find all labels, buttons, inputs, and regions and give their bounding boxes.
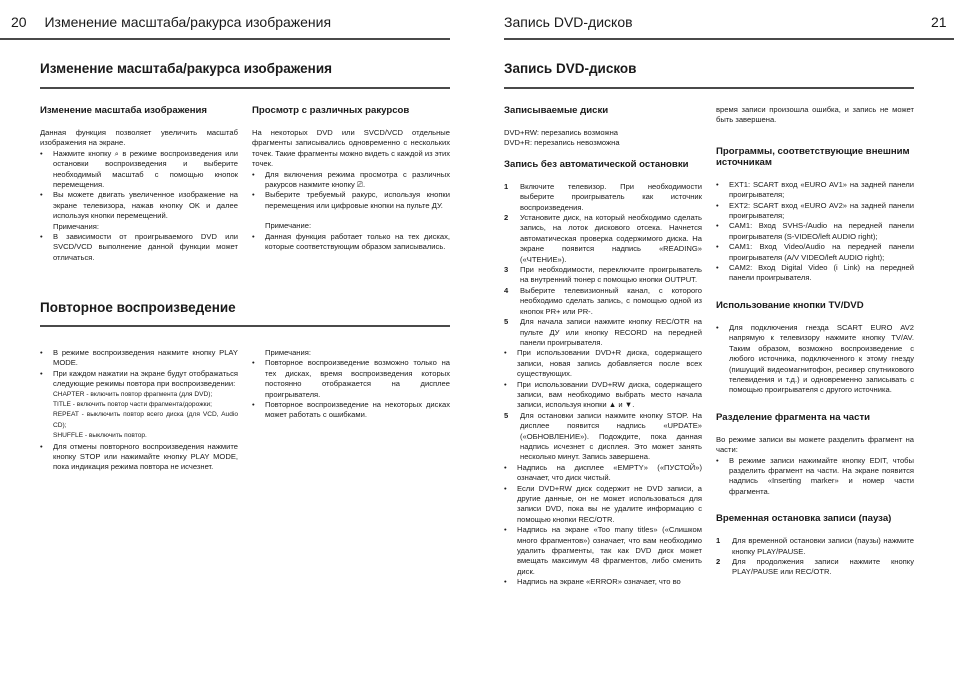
split-heading: Разделение фрагмента на части — [716, 411, 871, 423]
programs-list — [716, 180, 914, 284]
list-item: • Нажмите кнопку ⌕ в режиме воспроизведения или остановки воспроизведения и выберите необходимый масштаб с помощью кнопок перемещения. — [40, 149, 238, 191]
list-item: • Повторное воспроизведение на некоторых дисках может работать с ошибками. — [252, 400, 450, 421]
header-rule — [0, 38, 450, 40]
repeat-mode: TITLE - включить повтор части фрагмента/дорожки; — [53, 401, 213, 409]
pause-steps — [716, 536, 914, 578]
repeat-list — [40, 348, 238, 390]
repeat-mode: REPEAT - выключить повтор всего диска (для VCD, Audio CD); — [53, 411, 238, 429]
zoom-list — [40, 149, 238, 222]
angle-note-list — [252, 232, 450, 253]
page-header — [504, 14, 633, 38]
step-item: 2 Установите диск, на который необходимо сделать запись, на лоток дискового отсека. Начнется автоматическая проверка содержимого диска. На экране появится надпись «READING» («ЧТЕНИЕ»). — [504, 213, 702, 265]
writable-line: DVD+RW: перезапись возможна — [504, 128, 619, 137]
zoom-note-list — [40, 232, 238, 263]
step-item: 1 Для временной остановки записи (паузы) нажмите кнопку PLAY/PAUSE. — [716, 536, 914, 557]
repeat-list-b — [40, 442, 238, 473]
spacer — [716, 284, 914, 300]
list-item: • Надпись на дисплее «EMPTY» («ПУСТОЙ») означает, что диск чистый. — [504, 463, 702, 484]
running-title: Запись DVD-дисков — [504, 14, 633, 30]
list-item: • В режиме воспроизведения нажмите кнопку PLAY MODE. — [40, 348, 238, 369]
list-item: • Выберите требуемый ракурс, используя кнопки перемещения или цифровые кнопки на пульте ДУ. — [252, 190, 450, 211]
zoom-heading: Изменение масштаба изображения — [40, 105, 207, 116]
no-auto-bullets-b — [504, 463, 702, 588]
zoom-column — [40, 105, 238, 263]
no-auto-heading: Запись без автоматической остановки — [504, 158, 689, 170]
list-item: • Вы можете двигать увеличенное изображение на экране телевизора, нажав кнопку OK и далее используя кнопки перемещений. — [40, 190, 238, 221]
list-item: • Надпись на экране «Too many titles» («Слишком много фрагментов») означает, что вам необходимо удалить фрагменты, так как DVD диск может вмещать максимум 48 фрагментов, либо сменить диск. — [504, 525, 702, 577]
list-item: • CAM2: Вход Digital Video (i Link) на передней панели проигрывателя. — [716, 263, 914, 284]
step-item: 5 Для остановки записи нажмите кнопку STOP. На дисплее появится надпись «UPDATE» («ОБНОВЛЕНИЕ»). Подождите, пока данная надпись исчезнет с дисплея. Это может занять несколько минут. Запись завершена. — [504, 411, 702, 463]
repeat-notes-column — [252, 348, 450, 421]
repeat-column — [40, 348, 238, 473]
page-number: 21 — [931, 14, 947, 30]
continued-text: время записи произошла ошибка, и запись не может быть завершена. — [716, 105, 914, 125]
spacer — [716, 497, 914, 513]
page-header — [11, 14, 331, 38]
list-item: • Для включения режима просмотра с различных ракурсов нажмите кнопку ⎚. — [252, 170, 450, 191]
no-auto-steps-b — [504, 411, 702, 463]
list-item: • В режиме записи нажимайте кнопку EDIT, чтобы разделить фрагмент на части. На экране появится надпись «Inserting marker» и номер части фрагмента. — [716, 456, 914, 498]
header-rule — [504, 38, 954, 40]
list-item: • EXT1: SCART вход «EURO AV1» на задней панели проигрывателя; — [716, 180, 914, 201]
repeat-note-list — [252, 358, 450, 420]
recording-column — [504, 105, 702, 588]
step-item: 2 Для продолжения записи нажмите кнопку PLAY/PAUSE или REC/OTR. — [716, 557, 914, 578]
section-rule — [40, 325, 450, 327]
no-auto-steps — [504, 182, 702, 349]
spacer — [504, 149, 702, 159]
angle-list — [252, 170, 450, 212]
list-item: • При использовании DVD+R диска, содержащего записи, новая запись добавляется после всех существующих. — [504, 348, 702, 379]
section-title: Запись DVD-дисков — [504, 61, 637, 76]
step-item: 5 Для начала записи нажмите кнопку REC/OTR на пульте ДУ или кнопку RECORD на передней панели проигрывателя. — [504, 317, 702, 348]
note-label: Примечания: — [53, 221, 99, 231]
list-item: • Если DVD+RW диск содержит не DVD записи, а другие данные, он не может использоваться для записи DVD, пока вы не удалите информацию с помощью кнопки REC/OTR. — [504, 484, 702, 526]
step-item: 3 При необходимости, переключите проигрыватель на внутренний тюнер с помощью кнопки OUTPUT. — [504, 265, 702, 286]
repeat-modes — [40, 390, 238, 442]
list-item: • При использовании DVD+RW диска, содержащего записи, вам необходимо выбрать место начала записи, используя кнопки ▲ и ▼. — [504, 380, 702, 411]
angle-heading: Просмотр с различных ракурсов — [252, 105, 410, 116]
spacer — [716, 396, 914, 412]
note-label: Примечание: — [265, 221, 312, 231]
list-item: • В зависимости от проигрываемого DVD или SVCD/VCD выполнение данной функции может отличаться. — [40, 232, 238, 263]
running-title: Изменение масштаба/ракурса изображения — [44, 14, 332, 30]
step-item: 4 Выберите телевизионный канал, с которого необходимо сделать запись, с помощью одной из кнопок PR+ или PR-. — [504, 286, 702, 317]
split-intro: Во режиме записи вы можете разделить фрагмент на части: — [716, 434, 914, 455]
spacer — [716, 126, 914, 146]
no-auto-bullets — [504, 348, 702, 410]
list-item: • CAM1: Вход Video/Audio на передней панели проигрывателя (A/V VIDEO/left AUDIO right); — [716, 242, 914, 263]
list-item: • EXT2: SCART вход «EURO AV2» на задней панели проигрывателя; — [716, 201, 914, 222]
writable-line: DVD+R: перезапись невозможна — [504, 138, 620, 148]
angle-column — [252, 105, 450, 252]
list-item: • При каждом нажатии на экране будут отображаться следующие режимы повтора при воспроизведении: — [40, 369, 238, 390]
repeat-mode: CHAPTER - включить повтор фрагмента (для DVD); — [53, 390, 213, 398]
section-title-repeat: Повторное воспроизведение — [40, 300, 236, 315]
repeat-mode: SHUFFLE - выключить повтор. — [53, 432, 147, 440]
note-label: Примечания: — [265, 348, 311, 357]
angle-intro: На некоторых DVD или SVCD/VCD отдельные фрагменты записывались одновременно с нескольких точек. Такие фрагменты можно видеть с каждой из этих точек. — [252, 128, 450, 169]
tvdvd-list — [716, 323, 914, 396]
section-title: Изменение масштаба/ракурса изображения — [40, 61, 333, 76]
programs-heading: Программы, соответствующие внешним источникам — [716, 145, 910, 168]
list-item: • Для отмены повторного воспроизведения нажмите кнопку STOP или нажимайте кнопку PLAY MODE, пока индикация режима повтора не исчезнет. — [40, 442, 238, 473]
section-rule — [40, 87, 450, 89]
pause-heading: Временная остановка записи (пауза) — [716, 513, 892, 525]
page-number: 20 — [11, 14, 27, 30]
writable-heading: Записываемые диски — [504, 105, 609, 116]
tvdvd-heading: Использование кнопки TV/DVD — [716, 299, 864, 311]
list-item: • Повторное воспроизведение возможно только на тех дисках, время воспроизведения которых постоянно отображается на дисплее проигрывателя. — [252, 358, 450, 400]
zoom-intro: Данная функция позволяет увеличить масштаб изображения на экране. — [40, 128, 238, 148]
split-list — [716, 456, 914, 498]
spacer — [252, 211, 450, 221]
sources-column — [716, 105, 914, 578]
list-item: • Данная функция работает только на тех дисках, которые соответствующим образом записывались. — [252, 232, 450, 253]
list-item: • Для подключения гнезда SCART EURO AV2 напрямую к телевизору нажмите кнопку TV/AV. Таким образом, возможно воспроизведение с любого источника, подключенного к этому гнезду (пишущий видеомагнитофон, ресивер спутникового телевидения и т.д.) и одновременно записывать с помощью проигрывателя с другого источника. — [716, 323, 914, 396]
list-item: • CAM1: Вход SVHS-/Audio на передней панели проигрывателя (S-VIDEO/left AUDIO right); — [716, 221, 914, 242]
step-item: 1 Включите телевизор. При необходимости выберите проигрыватель как источник воспроизведения. — [504, 182, 702, 213]
list-item: • Надпись на экране «ERROR» означает, что во — [504, 577, 702, 587]
right-page — [477, 0, 954, 691]
section-rule — [504, 87, 914, 89]
